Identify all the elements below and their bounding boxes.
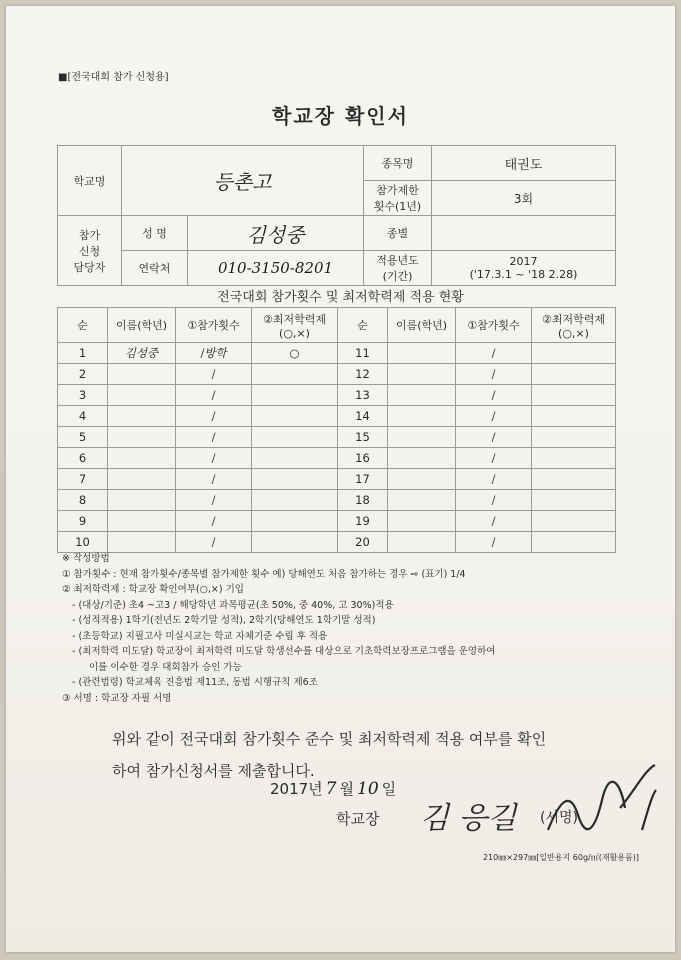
row-grade [532,364,616,385]
row-count: / [456,406,532,427]
row-grade [252,385,338,406]
signature-mark-label: (서명) [540,810,578,826]
row-no: 8 [58,490,108,511]
participation-roster-table [57,307,616,553]
col-header-no: 순 [338,308,388,343]
row-name [388,364,456,385]
table-row [58,511,616,532]
row-no: 19 [338,511,388,532]
row-count: / [176,511,252,532]
principal-label: 학교장 [336,810,380,828]
row-count: / [456,343,532,364]
row-grade [532,469,616,490]
row-count: / [456,490,532,511]
row-name [108,490,176,511]
row-grade [532,448,616,469]
svg-text:김 응길: 김 응길 [420,801,517,836]
phone-value: 010-3150-8201 [188,251,364,286]
row-name [388,532,456,553]
row-count: / [176,532,252,553]
table-row [58,406,616,427]
row-count: / [456,532,532,553]
col-header-name: 이름(학년) [108,308,176,343]
row-grade [252,469,338,490]
row-grade [532,385,616,406]
row-no: 9 [58,511,108,532]
instruction-item: ② 최저학력제 : 학교장 확인여부(○,×) 기입 [62,584,244,595]
table-row [58,532,616,553]
row-no: 20 [338,532,388,553]
class-value [432,216,616,251]
row-count: / [176,490,252,511]
row-no: 6 [58,448,108,469]
instruction-subitem: 이를 이수한 경우 대회참가 승인 가능 [89,661,242,673]
row-no: 12 [338,364,388,385]
school-name-label: 학교명 [58,146,122,216]
row-no: 13 [338,385,388,406]
row-no: 2 [58,364,108,385]
row-count: / [176,448,252,469]
instruction-subitem: - (대상/기준) 초4 ~고3 / 해당학년 과목평균(초 50%, 중 40%, 고 30%)적용 [72,599,394,611]
row-name [108,511,176,532]
row-name [388,490,456,511]
row-count: / [456,364,532,385]
row-count: / [176,364,252,385]
document-title: 학교장 확인서 [272,104,409,128]
class-label: 종별 [364,216,432,251]
person-name-value: 김성중 [188,216,364,251]
row-count: / [176,406,252,427]
row-no: 1 [58,343,108,364]
roster-title: 전국대회 참가횟수 및 최저학력제 적용 현황 [217,290,464,305]
apply-year-value: 2017 ('17.3.1 ~ '18 2.28) [432,251,616,286]
row-name [108,532,176,553]
col-header-count: ①참가횟수 [456,308,532,343]
confirmation-line: 위와 같이 전국대회 참가횟수 준수 및 최저학력제 적용 여부를 확인 [112,730,547,748]
row-name: 김성중 [108,343,176,364]
instruction-item: ① 참가횟수 : 현재 참가횟수/종목별 참가제한 횟수 예) 당해연도 처음 참가하는 경우 ⇨ (표기) 1/4 [62,568,466,580]
row-no: 18 [338,490,388,511]
row-no: 5 [58,427,108,448]
table-row [58,448,616,469]
col-header-no: 순 [58,308,108,343]
row-count: / [176,427,252,448]
col-header-min-grade: ②최저학력제 (○,×) [532,308,616,343]
row-name [108,469,176,490]
row-name [388,448,456,469]
row-name [388,427,456,448]
table-row [58,427,616,448]
sport-label: 종목명 [364,146,432,181]
col-header-min-grade: ②최저학력제 (○,×) [252,308,338,343]
table-row [58,385,616,406]
row-count: / [456,469,532,490]
row-grade: ○ [252,343,338,364]
instruction-subitem: - (성적적용) 1학기(전년도 2학기말 성적), 2학기(당해연도 1학기말 성적) [72,615,376,626]
row-grade [252,511,338,532]
row-no: 7 [58,469,108,490]
row-grade [532,532,616,553]
confirmation-line: 하여 참가신청서를 제출합니다. [112,762,315,780]
row-no: 3 [58,385,108,406]
participation-limit-value: 3회 [432,181,616,216]
row-name [388,469,456,490]
school-info-table [57,145,616,286]
row-count: / [456,448,532,469]
row-no: 15 [338,427,388,448]
principal-signature [420,760,660,840]
row-grade [532,343,616,364]
apply-year-label: 적용년도 (기간) [364,251,432,286]
table-row [58,364,616,385]
instruction-item: ③ 서명 : 학교장 자필 서명 [62,692,172,704]
row-grade [532,427,616,448]
row-name [108,385,176,406]
row-count: / [176,385,252,406]
row-no: 16 [338,448,388,469]
instructions [62,551,642,706]
form-type-tag: ■[전국대회 참가 신청용] [58,72,169,83]
instruction-subitem: - (최저학력 미도달) 학교장이 최저학력 미도달 학생선수를 대상으로 기초학력보장프로그램을 운영하여 [72,646,496,657]
table-row [58,469,616,490]
col-header-count: ①참가횟수 [176,308,252,343]
instructions-heading: ※ 작성방법 [62,553,110,564]
person-name-label: 성 명 [122,216,188,251]
row-name [108,448,176,469]
row-no: 14 [338,406,388,427]
table-row [58,490,616,511]
instruction-subitem: - (초등학교) 지필고사 미실시교는 학교 자체기준 수립 후 적용 [72,630,328,642]
phone-label: 연락처 [122,251,188,286]
signature-date: 2017년 7 월 10 일 [270,779,397,799]
contact-person-label: 참가 신청 담당자 [58,216,122,286]
row-name [388,385,456,406]
row-grade [532,406,616,427]
row-grade [252,532,338,553]
row-count: / [456,511,532,532]
col-header-name: 이름(학년) [388,308,456,343]
paper-spec: 210㎜×297㎜[일반용지 60g/㎡(재활용품)] [482,853,639,862]
row-grade [252,406,338,427]
row-grade [252,490,338,511]
row-grade [532,490,616,511]
row-grade [532,511,616,532]
row-no: 4 [58,406,108,427]
sport-value: 태권도 [432,146,616,181]
row-grade [252,448,338,469]
row-grade [252,427,338,448]
row-name [108,406,176,427]
instruction-subitem: - (관련법령) 학교체육 진흥법 제11조, 동법 시행규칙 제6조 [72,677,318,688]
row-name [108,364,176,385]
row-count: /방학 [176,343,252,364]
row-count: / [176,469,252,490]
row-count: / [456,427,532,448]
row-name [388,406,456,427]
row-grade [252,364,338,385]
row-name [108,427,176,448]
table-row [58,343,616,364]
row-name [388,343,456,364]
participation-limit-label: 참가제한 횟수(1년) [364,181,432,216]
school-name-value: 등촌고 [122,146,364,216]
row-no: 17 [338,469,388,490]
row-count: / [456,385,532,406]
row-no: 11 [338,343,388,364]
row-name [388,511,456,532]
row-no: 10 [58,532,108,553]
